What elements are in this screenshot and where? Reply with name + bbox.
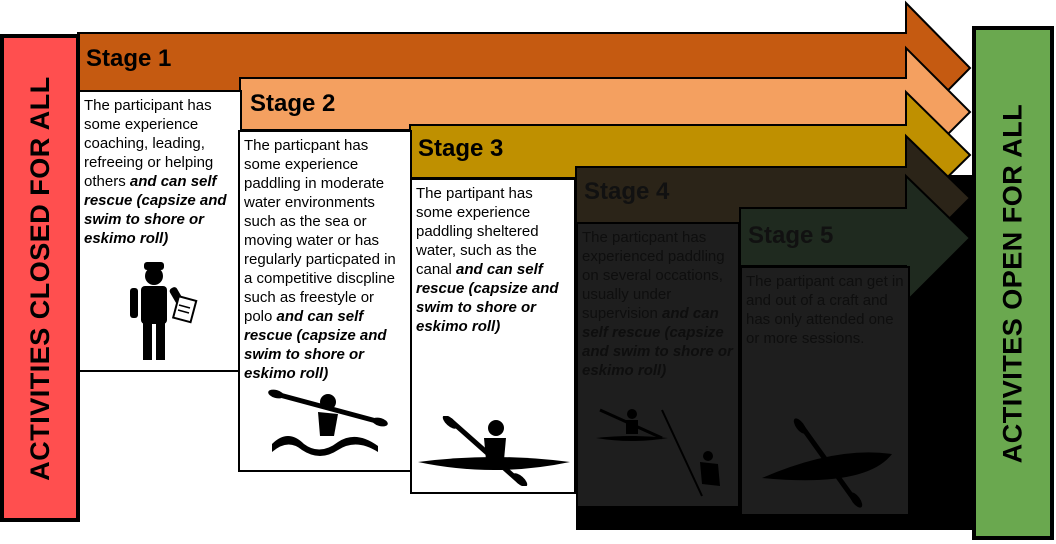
- kayaker-icon: [416, 416, 572, 486]
- stage-3-title: Stage 3: [418, 135, 504, 162]
- stage-1-title: Stage 1: [86, 45, 172, 72]
- capsize-icon: [592, 404, 732, 500]
- stage-1-card: [78, 90, 242, 372]
- activities-closed-label: ACTIVITIES CLOSED FOR ALL: [24, 75, 55, 481]
- whitewater-kayaker-icon: [268, 388, 388, 460]
- stage-4-title: Stage 4: [584, 178, 670, 205]
- stage-4-card: [576, 222, 740, 508]
- stage-2-description: The particpant has some experience paddling in moderate water environments such as the sea or moving water or has regularly particpated in a competitive discpline such as freestyle or polo: [244, 137, 396, 325]
- stage-4-description: The particpant has experienced paddling on several occations, usually under supervision: [582, 229, 725, 322]
- stage-2-title: Stage 2: [250, 90, 336, 117]
- stage-2-emphasis: and can self rescue (capsize and swim to shore or eskimo roll): [244, 308, 387, 382]
- stage-5-description: The partipant can get in and out of a craft and has only attended one or more sessions.: [746, 273, 904, 347]
- activities-closed-bar: [0, 34, 80, 522]
- stage-1-description: The participant has some experience coaching, leading, refreeing or helping others: [84, 97, 214, 190]
- coach-icon: [124, 258, 200, 362]
- stage-2-card: [238, 130, 412, 472]
- stage-5-title: Stage 5: [748, 222, 834, 249]
- kayak-icon: [756, 418, 896, 508]
- activities-open-bar: [972, 26, 1054, 540]
- stage-1-emphasis: and can self rescue (capsize and swim to shore or eskimo roll): [84, 173, 227, 247]
- stage-3-description: The partipant has some experience paddling sheltered water, such as the canal: [416, 185, 539, 278]
- stage-3-emphasis: and can self rescue (capsize and swim to shore or eskimo roll): [416, 261, 559, 335]
- stage-4-emphasis: and can self rescue (capsize and swim to shore or eskimo roll): [582, 305, 733, 379]
- stage-3-card: [410, 178, 576, 494]
- stage-5-card: [740, 266, 910, 516]
- activities-open-label: ACTIVITES OPEN FOR ALL: [997, 103, 1028, 463]
